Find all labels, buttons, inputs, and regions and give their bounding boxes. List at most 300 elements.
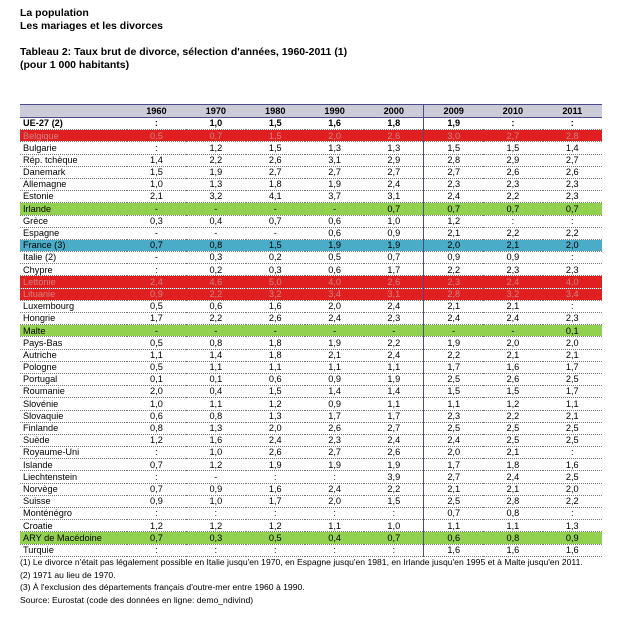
value-cell: 2,6 [364, 130, 423, 142]
value-cell: 1,8 [246, 349, 305, 361]
value-cell: 3,1 [364, 288, 423, 300]
value-cell: 1,5 [364, 495, 423, 507]
value-cell: 2,0 [543, 239, 602, 251]
value-cell: 1,2 [246, 520, 305, 532]
footnote-1: (1) Le divorce n'était pas légalement possible en Italie jusqu'en 1970, en Espagne jusqu'en 1981, en Irlande jusqu'en 1995 et à Malte jusqu'en 2011. [20, 557, 583, 567]
table-row [20, 337, 602, 349]
value-cell: 2,4 [364, 434, 423, 446]
value-cell: : [127, 142, 186, 154]
country-cell: Lettonie [20, 276, 127, 288]
value-cell: : [127, 544, 186, 556]
value-cell: 2,7 [364, 166, 423, 178]
value-cell: 0,4 [305, 532, 364, 544]
value-cell: 0,7 [424, 203, 483, 215]
value-cell: 2,6 [483, 166, 542, 178]
value-cell: 0,6 [305, 215, 364, 227]
value-cell: 2,2 [186, 154, 245, 166]
value-cell: 2,3 [424, 410, 483, 422]
table-row [20, 227, 602, 239]
table-row [20, 398, 602, 410]
value-cell: 0,1 [543, 325, 602, 337]
value-cell: 2,0 [483, 337, 542, 349]
country-cell: Royaume-Uni [20, 447, 127, 459]
country-cell: Turquie [20, 544, 127, 556]
country-cell: Bulgarie [20, 142, 127, 154]
value-cell: 2,5 [424, 373, 483, 385]
value-cell: : [127, 447, 186, 459]
value-cell: 2,8 [424, 154, 483, 166]
value-cell: : [483, 118, 542, 130]
value-cell: 0,6 [186, 300, 245, 312]
value-cell: 1,6 [543, 544, 602, 556]
table-row [20, 422, 602, 434]
value-cell: 2,2 [483, 227, 542, 239]
value-cell: 1,4 [364, 386, 423, 398]
value-cell: - [246, 203, 305, 215]
value-cell: 1,2 [186, 459, 245, 471]
value-cell: 1,9 [305, 178, 364, 190]
column-header: 2011 [543, 105, 602, 118]
value-cell: 2,0 [305, 300, 364, 312]
value-cell: 0,2 [186, 264, 245, 276]
table-row [20, 264, 602, 276]
value-cell: 0,6 [246, 373, 305, 385]
country-cell: Grèce [20, 215, 127, 227]
value-cell: - [127, 252, 186, 264]
value-cell: 1,5 [424, 142, 483, 154]
country-cell: Allemagne [20, 178, 127, 190]
value-cell: 3,0 [424, 130, 483, 142]
value-cell: 1,1 [186, 398, 245, 410]
value-cell: - [186, 227, 245, 239]
value-cell: 1,4 [543, 142, 602, 154]
value-cell: 2,7 [424, 471, 483, 483]
value-cell: 1,1 [483, 520, 542, 532]
column-header: 1980 [246, 105, 305, 118]
value-cell: 0,1 [186, 373, 245, 385]
value-cell: 1,7 [364, 264, 423, 276]
value-cell: - [364, 325, 423, 337]
value-cell: 1,4 [305, 386, 364, 398]
value-cell: 1,6 [246, 300, 305, 312]
value-cell: 2,2 [543, 495, 602, 507]
table-row [20, 459, 602, 471]
value-cell: 1,2 [186, 520, 245, 532]
value-cell: 0,7 [127, 459, 186, 471]
value-cell: 0,5 [127, 300, 186, 312]
value-cell: 2,1 [543, 349, 602, 361]
table-row [20, 447, 602, 459]
value-cell: 2,5 [543, 422, 602, 434]
value-cell: 2,4 [424, 313, 483, 325]
value-cell: 2,6 [364, 447, 423, 459]
value-cell: 2,0 [424, 239, 483, 251]
country-cell: Monténégro [20, 508, 127, 520]
value-cell: 2,6 [305, 422, 364, 434]
value-cell: 1,7 [424, 361, 483, 373]
value-cell: 2,3 [543, 313, 602, 325]
value-cell: 0,7 [543, 203, 602, 215]
value-cell: : [543, 447, 602, 459]
value-cell: 3,2 [186, 191, 245, 203]
value-cell: 1,2 [186, 142, 245, 154]
value-cell: 1,1 [127, 349, 186, 361]
value-cell: : [305, 508, 364, 520]
source-note: Source: Eurostat (code des données en ligne: demo_ndivind) [20, 594, 254, 605]
table-row [20, 520, 602, 532]
value-cell: 2,0 [305, 495, 364, 507]
table-row [20, 154, 602, 166]
divorce-rate-table [20, 104, 602, 557]
value-cell: 1,0 [127, 398, 186, 410]
table-row [20, 130, 602, 142]
value-cell: 1,7 [305, 410, 364, 422]
table-row [20, 349, 602, 361]
value-cell: - [186, 203, 245, 215]
country-cell: Croatie [20, 520, 127, 532]
value-cell: 1,9 [364, 239, 423, 251]
value-cell: 2,2 [483, 410, 542, 422]
column-header: 2009 [424, 105, 483, 118]
value-cell: 0,7 [127, 532, 186, 544]
value-cell: 1,3 [543, 520, 602, 532]
country-cell: Pologne [20, 361, 127, 373]
value-cell: 2,1 [483, 483, 542, 495]
value-cell: 0,7 [364, 252, 423, 264]
value-cell: 0,7 [186, 130, 245, 142]
value-cell: 1,9 [424, 118, 483, 130]
value-cell: 0,7 [364, 532, 423, 544]
value-cell: 1,9 [364, 459, 423, 471]
value-cell: 0,5 [127, 130, 186, 142]
value-cell: 2,7 [305, 447, 364, 459]
value-cell: 1,7 [543, 361, 602, 373]
value-cell: - [483, 325, 542, 337]
value-cell: 2,0 [543, 483, 602, 495]
value-cell: 2,3 [424, 178, 483, 190]
value-cell: 2,1 [483, 447, 542, 459]
table-row [20, 300, 602, 312]
country-cell: UE-27 (2) [20, 118, 127, 130]
value-cell: 2,5 [424, 495, 483, 507]
value-cell: 0,2 [246, 252, 305, 264]
value-cell: 0,6 [424, 532, 483, 544]
value-cell: 0,9 [127, 288, 186, 300]
value-cell: 2,4 [305, 483, 364, 495]
country-cell: France (3) [20, 239, 127, 251]
country-cell: Slovénie [20, 398, 127, 410]
value-cell: 1,9 [424, 337, 483, 349]
value-cell: - [305, 325, 364, 337]
table-row [20, 166, 602, 178]
value-cell: 0,3 [246, 264, 305, 276]
value-cell: 4,6 [186, 276, 245, 288]
table-title: Tableau 2: Taux brut de divorce, sélection d'années, 1960-2011 (1) [20, 46, 348, 58]
value-cell: 2,2 [543, 227, 602, 239]
value-cell: 1,2 [246, 398, 305, 410]
country-cell: Rép. tchèque [20, 154, 127, 166]
value-cell: 0,9 [186, 483, 245, 495]
table-row [20, 508, 602, 520]
value-cell: 2,0 [543, 337, 602, 349]
table-row [20, 215, 602, 227]
country-cell: ARY de Macédoine [20, 532, 127, 544]
value-cell: 5,0 [246, 276, 305, 288]
country-cell: Suisse [20, 495, 127, 507]
value-cell: 2,4 [364, 300, 423, 312]
value-cell: 1,1 [364, 361, 423, 373]
value-cell: 1,1 [246, 361, 305, 373]
country-cell: Estonie [20, 191, 127, 203]
value-cell: 1,8 [364, 118, 423, 130]
footnote-3: (3) À l'exclusion des départements français d'outre-mer entre 1960 à 1990. [20, 582, 305, 592]
country-cell: Belgique [20, 130, 127, 142]
value-cell: 1,9 [246, 459, 305, 471]
value-cell: 2,0 [305, 130, 364, 142]
value-cell: 2,3 [364, 313, 423, 325]
country-cell: Autriche [20, 349, 127, 361]
table-row [20, 361, 602, 373]
table-body [20, 118, 602, 557]
value-cell: 2,2 [483, 191, 542, 203]
column-header: 1970 [186, 105, 245, 118]
value-cell: 2,0 [424, 447, 483, 459]
country-cell: Danemark [20, 166, 127, 178]
value-cell: 1,6 [246, 483, 305, 495]
value-cell: 2,8 [424, 288, 483, 300]
country-cell: Hongrie [20, 313, 127, 325]
value-cell: - [127, 227, 186, 239]
value-cell: 0,7 [246, 215, 305, 227]
value-cell: 0,9 [364, 227, 423, 239]
value-cell: 1,5 [246, 142, 305, 154]
value-cell: 1,5 [424, 386, 483, 398]
value-cell: 2,7 [246, 166, 305, 178]
table-row [20, 544, 602, 556]
country-cell: Liechtenstein [20, 471, 127, 483]
value-cell: 1,8 [246, 178, 305, 190]
value-cell: 2,8 [483, 495, 542, 507]
value-cell: 2,1 [127, 191, 186, 203]
column-header: 2010 [483, 105, 542, 118]
value-cell: 1,9 [305, 459, 364, 471]
value-cell: - [246, 227, 305, 239]
column-header: 1990 [305, 105, 364, 118]
value-cell: 1,5 [246, 386, 305, 398]
table-row [20, 325, 602, 337]
value-cell: 0,7 [483, 203, 542, 215]
value-cell: 1,7 [127, 313, 186, 325]
value-cell: 0,5 [127, 337, 186, 349]
value-cell: 1,1 [305, 520, 364, 532]
value-cell: 2,7 [424, 166, 483, 178]
value-cell: 2,4 [305, 313, 364, 325]
value-cell: 1,6 [305, 118, 364, 130]
value-cell: 2,6 [483, 373, 542, 385]
value-cell: 2,4 [483, 313, 542, 325]
table-row [20, 471, 602, 483]
value-cell: 2,2 [186, 288, 245, 300]
column-header [20, 105, 127, 118]
value-cell: 2,3 [483, 178, 542, 190]
value-cell: - [246, 325, 305, 337]
value-cell: 1,5 [246, 118, 305, 130]
table-row [20, 288, 602, 300]
value-cell: : [246, 508, 305, 520]
value-cell: 1,5 [127, 166, 186, 178]
value-cell: 1,1 [305, 361, 364, 373]
value-cell: 1,7 [424, 459, 483, 471]
value-cell: 2,5 [543, 471, 602, 483]
value-cell: 2,2 [186, 313, 245, 325]
value-cell: 0,5 [127, 361, 186, 373]
value-cell: : [127, 264, 186, 276]
value-cell: : [305, 544, 364, 556]
value-cell: 1,9 [364, 373, 423, 385]
value-cell: : [127, 118, 186, 130]
value-cell: 2,4 [364, 178, 423, 190]
value-cell: 2,1 [424, 300, 483, 312]
value-cell: 1,6 [543, 459, 602, 471]
value-cell: 4,0 [543, 276, 602, 288]
value-cell: : [543, 508, 602, 520]
value-cell: 3,1 [364, 191, 423, 203]
country-cell: Malte [20, 325, 127, 337]
value-cell: 2,6 [364, 276, 423, 288]
value-cell: 2,3 [305, 434, 364, 446]
value-cell: 2,1 [483, 239, 542, 251]
country-cell: Islande [20, 459, 127, 471]
value-cell: 2,3 [424, 276, 483, 288]
table-row [20, 483, 602, 495]
value-cell: 2,4 [424, 191, 483, 203]
value-cell: 2,9 [483, 154, 542, 166]
value-cell: 2,7 [305, 166, 364, 178]
value-cell: 1,9 [186, 166, 245, 178]
value-cell: : [246, 471, 305, 483]
country-cell: Roumanie [20, 386, 127, 398]
value-cell: 0,6 [305, 264, 364, 276]
value-cell: : [246, 544, 305, 556]
value-cell: 1,6 [186, 434, 245, 446]
value-cell: 1,1 [364, 398, 423, 410]
value-cell: 2,7 [543, 154, 602, 166]
value-cell: - [127, 325, 186, 337]
value-cell: 3,7 [305, 191, 364, 203]
value-cell: 0,8 [186, 410, 245, 422]
country-cell: Italie (2) [20, 252, 127, 264]
value-cell: - [186, 325, 245, 337]
country-cell: Pays-Bas [20, 337, 127, 349]
value-cell: 0,9 [424, 252, 483, 264]
value-cell: 1,0 [127, 178, 186, 190]
value-cell: 2,3 [543, 191, 602, 203]
value-cell: 3,2 [246, 288, 305, 300]
value-cell: 3,4 [543, 288, 602, 300]
value-cell: 0,9 [305, 398, 364, 410]
section-subtitle: Les mariages et les divorces [20, 20, 163, 32]
value-cell: 2,1 [305, 349, 364, 361]
value-cell: 0,7 [127, 483, 186, 495]
value-cell: 2,1 [424, 483, 483, 495]
country-cell: Chypre [20, 264, 127, 276]
column-header: 2000 [364, 105, 423, 118]
value-cell: 1,5 [483, 386, 542, 398]
value-cell: : [186, 544, 245, 556]
value-cell: 1,1 [543, 398, 602, 410]
value-cell: 2,4 [246, 434, 305, 446]
country-cell: Luxembourg [20, 300, 127, 312]
value-cell: 0,1 [127, 373, 186, 385]
country-cell: Suède [20, 434, 127, 446]
value-cell: 2,0 [127, 386, 186, 398]
value-cell: 1,6 [424, 544, 483, 556]
value-cell: 1,1 [424, 398, 483, 410]
value-cell: 2,6 [246, 313, 305, 325]
value-cell: 2,7 [364, 422, 423, 434]
country-cell: Norvège [20, 483, 127, 495]
footnote-2: (2) 1971 au lieu de 1970. [20, 569, 116, 580]
value-cell: 0,6 [127, 410, 186, 422]
value-cell: 0,3 [186, 532, 245, 544]
value-cell: 1,2 [424, 215, 483, 227]
table-row [20, 434, 602, 446]
value-cell: 0,5 [305, 252, 364, 264]
value-cell: 1,7 [364, 410, 423, 422]
value-cell: : [364, 508, 423, 520]
value-cell: 1,6 [483, 361, 542, 373]
value-cell: 2,1 [543, 410, 602, 422]
country-cell: Slovaquie [20, 410, 127, 422]
value-cell: 0,9 [305, 373, 364, 385]
table-row [20, 178, 602, 190]
value-cell: 1,3 [186, 178, 245, 190]
value-cell: 4,1 [246, 191, 305, 203]
value-cell: 1,1 [424, 520, 483, 532]
table-row [20, 532, 602, 544]
value-cell: 2,8 [543, 130, 602, 142]
value-cell: : [543, 215, 602, 227]
value-cell: 2,2 [424, 264, 483, 276]
table-row [20, 252, 602, 264]
value-cell: 0,9 [127, 495, 186, 507]
footnotes [20, 556, 605, 606]
value-cell: 3,9 [364, 471, 423, 483]
country-cell: Portugal [20, 373, 127, 385]
value-cell: 0,8 [127, 422, 186, 434]
table-row [20, 495, 602, 507]
value-cell: 2,4 [483, 276, 542, 288]
section-title: La population [20, 7, 89, 19]
value-cell: 0,4 [186, 386, 245, 398]
value-cell: 1,3 [305, 142, 364, 154]
value-cell: 0,8 [483, 508, 542, 520]
value-cell: 1,0 [364, 520, 423, 532]
value-cell: 0,6 [305, 227, 364, 239]
table-row [20, 313, 602, 325]
table-row [20, 203, 602, 215]
value-cell: 3,2 [483, 288, 542, 300]
table-row [20, 410, 602, 422]
country-cell: Lituanie [20, 288, 127, 300]
value-cell: - [186, 471, 245, 483]
table-row [20, 191, 602, 203]
value-cell: 2,1 [483, 300, 542, 312]
value-cell: 2,2 [364, 337, 423, 349]
table-row [20, 118, 602, 130]
value-cell: 1,2 [127, 434, 186, 446]
value-cell: 2,0 [246, 422, 305, 434]
